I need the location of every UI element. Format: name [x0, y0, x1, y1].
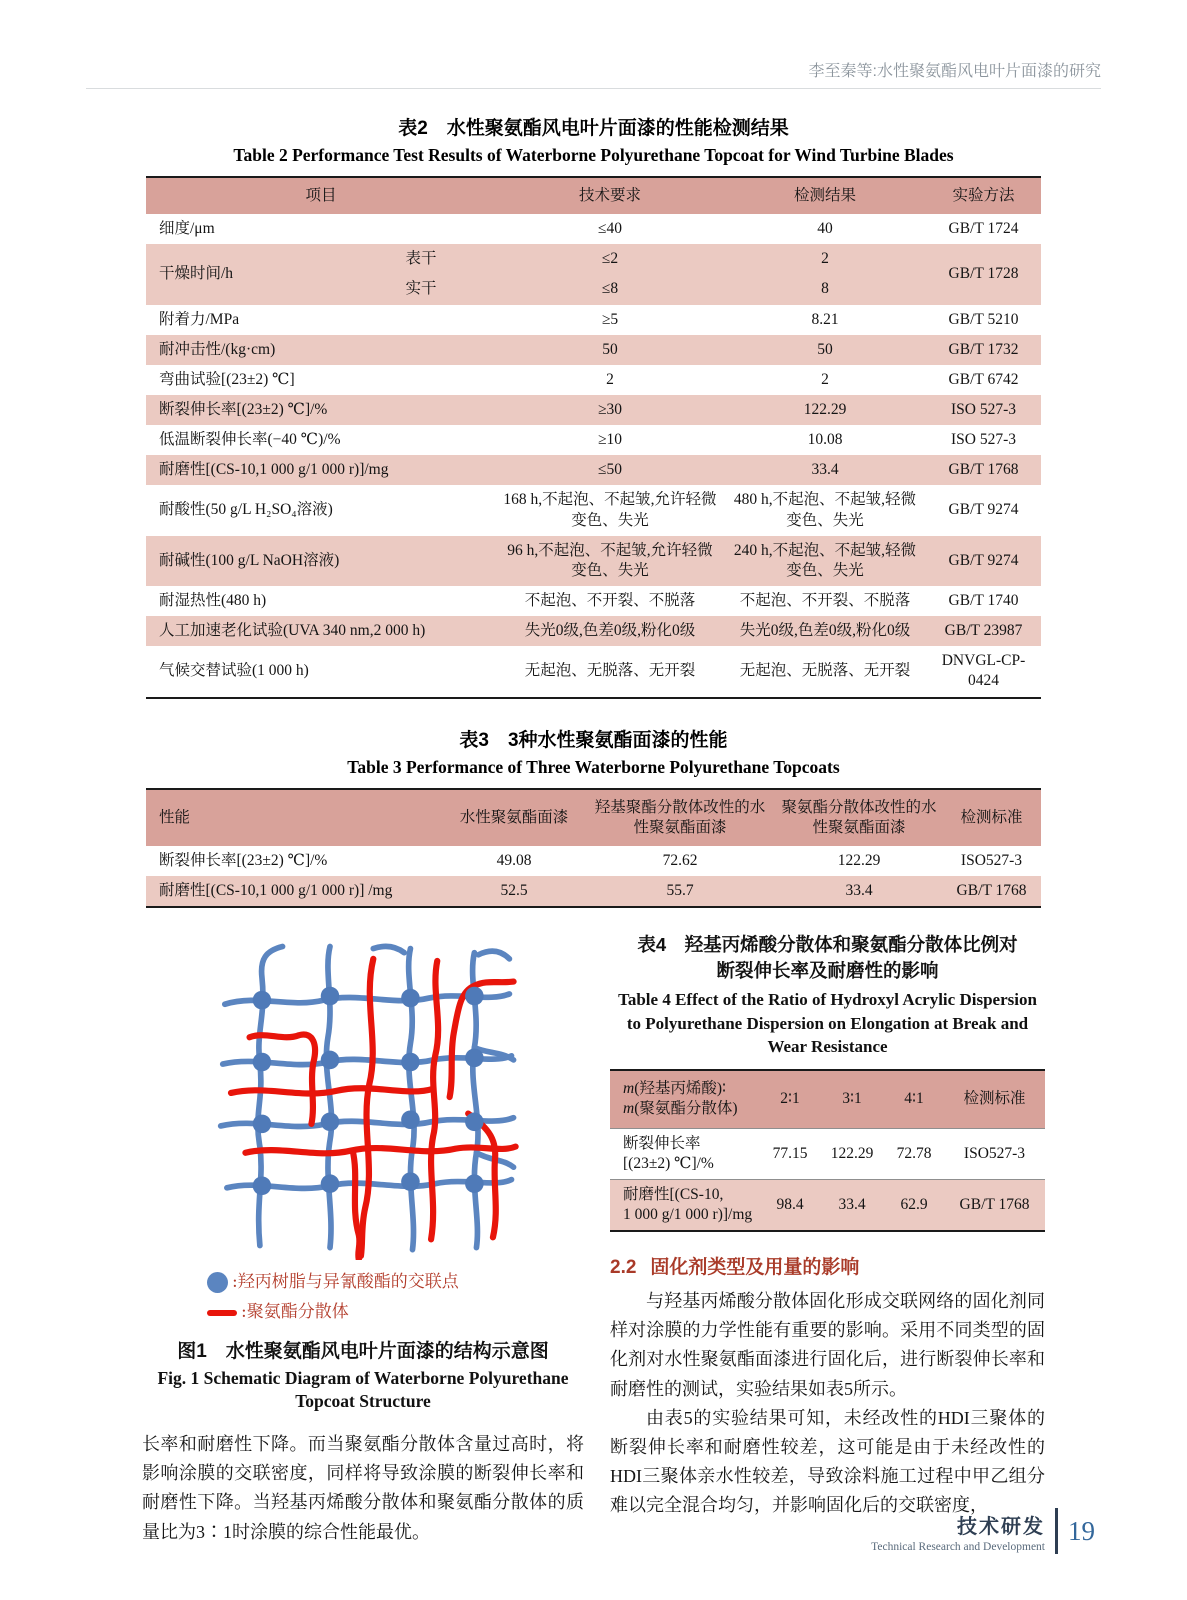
- row-method-text: DNVGL-CP-0424: [941, 652, 1026, 690]
- row-item-label: 细度/μm: [159, 220, 215, 238]
- table-row: [146, 646, 1041, 697]
- row-method: GB/T 1728: [948, 265, 1019, 283]
- row-value: 62.9: [900, 1195, 928, 1213]
- table-row: [146, 536, 1041, 586]
- row-requirement: 不起泡、不开裂、不脱落: [524, 591, 696, 609]
- row-requirement: ≤8: [601, 280, 619, 298]
- row-method: GB/T 6742: [948, 370, 1019, 388]
- row-standard: ISO527-3: [960, 851, 1023, 869]
- col-header: 羟基聚酯分散体改性的水性聚氨酯面漆: [594, 798, 766, 836]
- footer-section-en: Technical Research and Development: [871, 1540, 1045, 1553]
- row-result: 无起泡、无脱落、无开裂: [739, 662, 911, 680]
- col-header: 实验方法: [952, 187, 1015, 204]
- row-item-label: 耐湿热性(480 h): [159, 591, 267, 609]
- row-sub-label: 实干: [405, 280, 437, 298]
- row-method: GB/T 1732: [948, 340, 1019, 358]
- row-item-label: 气候交替试验(1 000 h): [159, 662, 309, 680]
- section-2-2-body: [610, 1287, 1045, 1520]
- col-header: 水性聚氨酯面漆: [459, 808, 569, 826]
- table-header-row: [610, 1070, 1045, 1128]
- section-2-2-heading: [610, 1252, 1045, 1279]
- row-requirement: 50: [602, 340, 618, 358]
- row-result: 122.29: [803, 400, 847, 418]
- table-row: [146, 214, 1041, 244]
- figure1-caption-en: Fig. 1 Schematic Diagram of Waterborne Polyurethane Topcoat Structure: [157, 1367, 569, 1412]
- ratio-label-line2: [623, 1099, 756, 1119]
- ratio-label-line1: [623, 1079, 756, 1099]
- ratio-label-text1: (羟基丙烯酸)∶: [634, 1080, 727, 1098]
- table-row: [146, 455, 1041, 485]
- item-line1: 耐磨性[(CS-10,: [623, 1185, 724, 1203]
- figure1-caption-cn: 图1 水性聚氨酯风电叶片面漆的结构示意图: [177, 1340, 549, 1362]
- row-value: 52.5: [500, 881, 528, 899]
- table4-title-cn: [610, 932, 1045, 984]
- row-requirement: ≤2: [601, 250, 619, 268]
- table-header-row: [146, 177, 1041, 214]
- col-header: 性能: [159, 808, 191, 826]
- row-requirement: ≥5: [601, 310, 619, 328]
- table-row: [610, 1179, 1045, 1231]
- row-method: GB/T 5210: [948, 310, 1019, 328]
- row-standard: ISO527-3: [963, 1144, 1026, 1162]
- table-row: [610, 1128, 1045, 1179]
- paragraph-text: 长率和耐磨性下降。而当聚氨酯分散体含量过高时，将影响涂膜的交联密度，同样将导致涂膜的断裂伸长率和耐磨性下降。当羟基丙烯酸分散体和聚氨酯分散体的质量比为3∶1时涂膜的综合性能最优。: [142, 1434, 584, 1542]
- col-header: 项目: [305, 187, 337, 204]
- row-value: 55.7: [666, 881, 694, 899]
- table3-three-topcoats: [146, 788, 1041, 909]
- polymer-network-diagram: [204, 930, 522, 1260]
- table4-ratio-effect: [610, 1069, 1045, 1232]
- right-column: [610, 930, 1045, 1547]
- footer-divider-bar: [1055, 1508, 1058, 1554]
- item-line2: 1 000 g/1 000 r)]/mg: [623, 1205, 753, 1223]
- col-header: 技术要求: [578, 187, 641, 204]
- legend-crosslink-label: :羟丙树脂与异氰酸酯的交联点: [232, 1272, 459, 1293]
- item-line1: 断裂伸长率: [623, 1134, 701, 1152]
- table-row: [146, 616, 1041, 646]
- table3-title-cn: 表3 3种水性聚氨酯面漆的性能: [459, 729, 728, 751]
- row-item-label: 断裂伸长率[(23±2) ℃]/%: [159, 400, 328, 418]
- table-row: [146, 586, 1041, 616]
- row-item-label: [610, 1128, 760, 1179]
- dispersion-line-icon: [207, 1310, 237, 1316]
- footer-labels: [871, 1510, 1045, 1553]
- footer-section-cn: 技术研发: [957, 1515, 1045, 1538]
- legend-dispersion-label: :聚氨酯分散体: [241, 1302, 349, 1323]
- table3-title-en: Table 3 Performance of Three Waterborne Polyurethane Topcoats: [347, 756, 840, 777]
- row-item-label: 弯曲试验[(23±2) ℃]: [159, 370, 295, 388]
- row-method: ISO 527-3: [950, 400, 1016, 418]
- row-item-label: 人工加速老化试验(UVA 340 nm,2 000 h): [159, 622, 426, 640]
- row-requirement: ≥30: [597, 400, 622, 418]
- table4-title-cn-line2: 断裂伸长率及耐磨性的影响: [716, 959, 939, 981]
- row-result: 480 h,不起泡、不起皱,轻微变色、失光: [733, 491, 917, 529]
- running-head: 李至秦等:水性聚氨酯风电叶片面漆的研究: [808, 63, 1101, 80]
- table-row: [146, 244, 1041, 274]
- section-number: 2.2: [610, 1257, 637, 1279]
- paragraph-text: 与羟基丙烯酸分散体固化形成交联网络的固化剂同样对涂膜的力学性能有重要的影响。采用不同类型的固化剂对水性聚氨酯面漆进行固化后，进行断裂伸长率和耐磨性的测试，实验结果如表5所示。: [610, 1291, 1045, 1399]
- table2-title-en: Table 2 Performance Test Results of Waterborne Polyurethane Topcoat for Wind Turbine Blades: [233, 145, 954, 165]
- col-header: 4∶1: [904, 1090, 924, 1108]
- table-row: [146, 876, 1041, 907]
- row-value: 122.29: [830, 1144, 874, 1162]
- row-value: 49.08: [496, 851, 532, 869]
- table-row: [146, 365, 1041, 395]
- m-variable: m: [623, 1100, 635, 1118]
- figure1: [142, 930, 584, 1414]
- row-result: 40: [817, 220, 833, 238]
- row-method: GB/T 9274: [948, 501, 1019, 519]
- row-standard: GB/T 1768: [959, 1195, 1030, 1213]
- row-sub-label: 表干: [405, 250, 437, 268]
- figure1-legend: [207, 1269, 519, 1326]
- row-result: 2: [821, 370, 829, 388]
- col-header: 检测标准: [960, 808, 1023, 826]
- left-column: [142, 930, 584, 1547]
- row-requirement: 2: [606, 370, 614, 388]
- row-result: 50: [817, 340, 833, 358]
- row-item-label: 耐磨性[(CS-10,1 000 g/1 000 r)] /mg: [159, 881, 393, 899]
- row-item-label: 附着力/MPa: [159, 310, 240, 328]
- m-variable: m: [623, 1080, 635, 1098]
- row-requirement: 168 h,不起泡、不起皱,允许轻微变色、失光: [503, 491, 717, 529]
- table4-title-cn-line1: 表4 羟基丙烯酸分散体和聚氨酯分散体比例对: [637, 934, 1018, 956]
- col-header: 3∶1: [842, 1090, 862, 1108]
- row-value: 33.4: [845, 881, 873, 899]
- row-result: 33.4: [811, 461, 839, 479]
- row-method: GB/T 1768: [948, 461, 1019, 479]
- row-method: ISO 527-3: [950, 431, 1016, 449]
- section-title: 固化剂类型及用量的影响: [650, 1257, 860, 1279]
- col-header: 检测标准: [963, 1090, 1026, 1108]
- legend-crosslink-row: [207, 1269, 519, 1295]
- row-result: 失光0级,色差0级,粉化0级: [739, 622, 911, 640]
- row-requirement: ≤50: [597, 461, 622, 479]
- running-head-rule: [86, 88, 1101, 89]
- row-value: 122.29: [837, 851, 881, 869]
- row-requirement: 无起泡、无脱落、无开裂: [524, 662, 696, 680]
- row-item-label: [610, 1179, 760, 1231]
- row-requirement: ≥10: [597, 431, 622, 449]
- row-result: 10.08: [807, 431, 843, 449]
- table-row: [146, 485, 1041, 535]
- row-value: 33.4: [838, 1195, 866, 1213]
- ratio-label-text2: (聚氨酯分散体): [634, 1100, 738, 1118]
- table2-performance-results: [146, 176, 1041, 699]
- row-method: GB/T 1724: [948, 220, 1019, 238]
- table-row: [146, 425, 1041, 455]
- row-item-label: 耐碱性(100 g/L NaOH溶液): [159, 551, 340, 569]
- table-row: [146, 846, 1041, 876]
- row-result: 2: [821, 250, 829, 268]
- table-header-row: [146, 789, 1041, 846]
- page-footer: [871, 1508, 1095, 1554]
- row-value: 98.4: [776, 1195, 804, 1213]
- row-item-label: 耐酸性(50 g/L H₂SO₄溶液): [159, 501, 333, 519]
- row-item-label: 断裂伸长率[(23±2) ℃]/%: [159, 851, 328, 869]
- row-item-label: 耐冲击性/(kg·cm): [159, 340, 276, 358]
- row-result: 240 h,不起泡、不起皱,轻微变色、失光: [733, 541, 917, 579]
- item-line2: [(23±2) ℃]/%: [623, 1154, 714, 1172]
- table4-title-en: Table 4 Effect of the Ratio of Hydroxyl Acrylic Dispersion to Polyurethane Dispersion on Elongation at Break and Wear Resistance: [618, 989, 1037, 1057]
- row-result: 8.21: [811, 310, 839, 328]
- row-requirement: ≤40: [597, 220, 622, 238]
- col-header-ratio-label: [610, 1070, 760, 1128]
- col-header: 2∶1: [780, 1090, 800, 1108]
- row-item-label: 干燥时间/h: [159, 265, 234, 283]
- row-requirement: 失光0级,色差0级,粉化0级: [524, 622, 696, 640]
- row-item-label: 低温断裂伸长率(−40 ℃)/%: [159, 431, 341, 449]
- two-column-zone: [142, 930, 1045, 1547]
- table-row: [146, 395, 1041, 425]
- table2-title-cn: 表2 水性聚氨酯风电叶片面漆的性能检测结果: [398, 118, 789, 139]
- row-requirement: 96 h,不起泡、不起皱,允许轻微变色、失光: [507, 541, 713, 579]
- row-value: 72.78: [896, 1144, 932, 1162]
- table-row: [146, 335, 1041, 365]
- row-method: GB/T 1740: [948, 591, 1019, 609]
- row-method: GB/T 9274: [948, 551, 1019, 569]
- row-result: 不起泡、不开裂、不脱落: [739, 591, 911, 609]
- col-header: 聚氨酯分散体改性的水性聚氨酯面漆: [781, 798, 937, 836]
- paragraph-text: 由表5的实验结果可知，未经改性的HDI三聚体的断裂伸长率和耐磨性较差，这可能是由于未经改性的HDI三聚体亲水性较差，导致涂料施工过程中甲乙组分难以完全混合均匀，并影响固化后的交联密度，: [610, 1407, 1045, 1516]
- row-standard: GB/T 1768: [956, 881, 1027, 899]
- row-method: [926, 646, 1041, 697]
- page-number: 19: [1068, 1515, 1095, 1546]
- legend-dispersion-row: [207, 1299, 519, 1325]
- row-value: 72.62: [662, 851, 698, 869]
- row-method: GB/T 23987: [944, 622, 1023, 640]
- left-column-paragraph: [142, 1430, 584, 1547]
- table-row: [146, 305, 1041, 335]
- row-value: 77.15: [772, 1144, 808, 1162]
- crosslink-dot-icon: [207, 1272, 228, 1293]
- row-result: 8: [821, 280, 829, 298]
- row-item-label: 耐磨性[(CS-10,1 000 g/1 000 r)]/mg: [159, 461, 389, 479]
- col-header: 检测结果: [793, 187, 856, 204]
